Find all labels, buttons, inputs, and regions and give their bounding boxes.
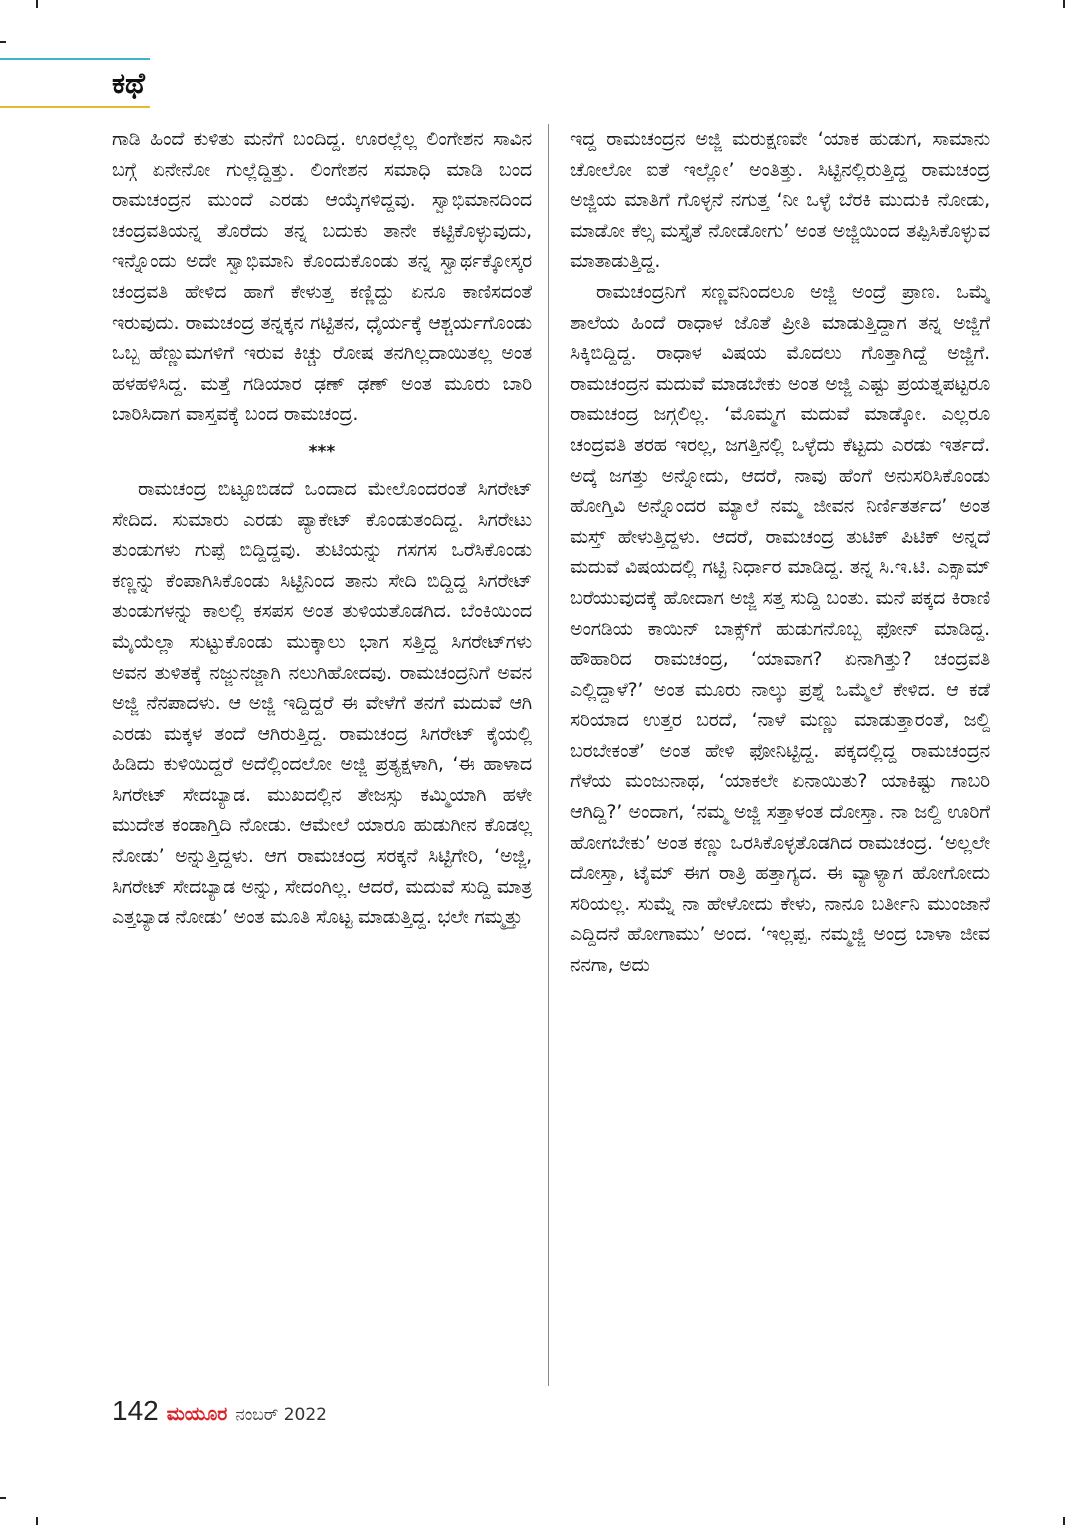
section-title: ಕಥೆ (112, 66, 145, 100)
crop-mark (36, 0, 38, 8)
header-rule-teal (0, 58, 150, 60)
section-separator: *** (308, 441, 336, 462)
paragraph: ಇದ್ದ ರಾಮಚಂದ್ರನ ಅಜ್ಜಿ ಮರುಕ್ಷಣವೇ ‘ಯಾಕ ಹುಡುಗ, ಸಾಮಾನು ಚೋಲೋ ಐತೆ ಇಲ್ಲೋ’ ಅಂತಿತ್ತು. ಸಿಟ್ಟಿನಲ್ಲಿರುತ್ತಿದ್ದ ರಾಮಚಂದ್ರ ಅಜ್ಜಿಯ ಮಾತಿಗೆ ಗೊಳ್ಳನೆ ನಗುತ್ತ ‘ನೀ ಒಳ್ಳೆ ಬೆರಕಿ ಮುದುಕಿ ನೋಡು, ಮಾಡೋ ಕೆಲ್ಸ ಮಸ್ತೈತೆ ನೋಡೋಗು’ ಅಂತ ಅಜ್ಜಿಯಿಂದ ತಪ್ಪಿಸಿಕೊಳ್ಳುವ ಮಾತಾಡುತ್ತಿದ್ದ. (570, 128, 990, 273)
page-footer (112, 1395, 327, 1429)
crop-mark (0, 1497, 6, 1499)
crop-mark (1063, 1517, 1065, 1525)
paragraph: ರಾಮಚಂದ್ರನಿಗೆ ಸಣ್ಣವನಿಂದಲೂ ಅಜ್ಜಿ ಅಂದ್ರೆ ಪ್ರಾಣ. ಒಮ್ಮೆ ಶಾಲೆಯ ಹಿಂದೆ ರಾಧಾಳ ಜೊತೆ ಪ್ರೀತಿ ಮಾಡುತ್ತಿದ್ದಾಗ ತನ್ನ ಅಜ್ಜಿಗೆ ಸಿಕ್ಕಿಬಿದ್ದಿದ್ದ. ರಾಧಾಳ ವಿಷಯ ಮೊದಲು ಗೊತ್ತಾಗಿದ್ದೆ ಅಜ್ಜಿಗೆ. ರಾಮಚಂದ್ರನ ಮದುವೆ ಮಾಡಬೇಕು ಅಂತ ಅಜ್ಜಿ ಎಷ್ಟು ಪ್ರಯತ್ನಪಟ್ಟರೂ ರಾಮಚಂದ್ರ ಜಗ್ಗಲಿಲ್ಲ. ‘ಮೊಮ್ಮಗ ಮದುವೆ ಮಾಡ್ಕೋ. ಎಲ್ಲರೂ ಚಂದ್ರವತಿ ತರಹ ಇರಲ್ಲ, ಜಗತ್ತಿನಲ್ಲಿ ಒಳ್ಳೆದು ಕೆಟ್ಟದು ಎರಡು ಇರ್ತದೆ. ಅದ್ಕೆ ಜಗತ್ತು ಅನ್ನೋದು, ಆದರೆ, ನಾವು ಹೆಂಗೆ ಅನುಸರಿಸಿಕೊಂಡು ಹೋಗ್ತಿವಿ ಅನ್ನೊಂದರ ಮ್ಯಾಲೆ ನಮ್ಮ ಜೀವನ ನಿರ್ಣಿತರ್ತದ’ ಅಂತ ಮಸ್ತ್ ಹೇಳುತ್ತಿದ್ದಳು. ಆದರೆ, ರಾಮಚಂದ್ರ ತುಟಿಕ್ ಪಿಟಿಕ್ ಅನ್ನದೆ ಮದುವೆ ವಿಷಯದಲ್ಲಿ ಗಟ್ಟಿ ನಿರ್ಧಾರ ಮಾಡಿದ್ದ. ತನ್ನ ಸಿ.ಇ.ಟಿ. ಎಕ್ಸಾಮ್ ಬರೆಯುವುದಕ್ಕೆ ಹೋದಾಗ ಅಜ್ಜಿ ಸತ್ತ ಸುದ್ದಿ ಬಂತು. ಮನೆ ಪಕ್ಕದ ಕಿರಾಣಿ ಅಂಗಡಿಯ ಕಾಯಿನ್ ಬಾಕ್ಸ್‌ಗೆ ಹುಡುಗನೊಬ್ಬ ಫೋನ್ ಮಾಡಿದ್ದ. ಹೌಹಾರಿದ ರಾಮಚಂದ್ರ, ‘ಯಾವಾಗ? ಏನಾಗಿತ್ತು? ಚಂದ್ರವತಿ ಎಲ್ಲಿದ್ದಾಳೆ?’ ಅಂತ ಮೂರು ನಾಲ್ಕು ಪ್ರಶ್ನೆ ಒಮ್ಮೆಲೆ ಕೇಳಿದ. ಆ ಕಡೆ ಸರಿಯಾದ ಉತ್ತರ ಬರದೆ, ‘ನಾಳೆ ಮಣ್ಣು ಮಾಡುತ್ತಾರಂತೆ, ಜಲ್ದಿ ಬರಬೇಕಂತೆ’ ಅಂತ ಹೇಳಿ ಫೋನಿಟ್ಟಿದ್ದ. ಪಕ್ಕದಲ್ಲಿದ್ದ ರಾಮಚಂದ್ರನ ಗೆಳೆಯ ಮಂಜುನಾಥ, ‘ಯಾಕಲೇ ಏನಾಯಿತು? ಯಾಕಿಷ್ಟು ಗಾಬರಿ ಆಗಿದ್ದಿ?’ ಅಂದಾಗ, ‘ನಮ್ಮ ಅಜ್ಜಿ ಸತ್ತಾಳಂತ ದೋಸ್ತಾ. ನಾ ಜಲ್ದಿ ಊರಿಗೆ ಹೋಗಬೇಕು’ ಅಂತ ಕಣ್ಣು ಒರಸಿಕೊಳ್ಳತೊಡಗಿದ ರಾಮಚಂದ್ರ. ‘ಅಲ್ಲಲೇ ದೋಸ್ತಾ, ಟೈಮ್ ಈಗ ರಾತ್ರಿ ಹತ್ತಾಗ್ಯದ. ಈ ವ್ಯಾಳ್ಯಾಗ ಹೋಗೋದು ಸರಿಯಲ್ಲ. ಸುಮ್ನೆ ನಾ ಹೇಳೋದು ಕೇಳು, ನಾನೂ ಬರ್ತೀನಿ ಮುಂಜಾನೆ ಎದ್ದಿದನೆ ಹೋಗಾಮು’ ಅಂದ. ‘ಇಲ್ಲಪ್ಪ. ನಮ್ಮಜ್ಜಿ ಅಂದ್ರ ಬಾಳಾ ಜೀವ ನನಗಾ, ಅದು (570, 280, 990, 977)
header-rule-gold (0, 106, 150, 108)
page-number: 142 (112, 1395, 159, 1426)
left-column (112, 124, 532, 1386)
issue-label: ನಂಬರ್ 2022 (235, 1405, 327, 1425)
crop-mark (0, 41, 6, 43)
paragraph: ಗಾಡಿ ಹಿಂದೆ ಕುಳಿತು ಮನೆಗೆ ಬಂದಿದ್ದ. ಊರಲ್ಲೆಲ್ಲ ಲಿಂಗೇಶನ ಸಾವಿನ ಬಗ್ಗೆ ಏನೇನೋ ಗುಲ್ಲೆದ್ದಿತ್ತು. ಲಿಂಗೇಶನ ಸಮಾಧಿ ಮಾಡಿ ಬಂದ ರಾಮಚಂದ್ರನ ಮುಂದೆ ಎರಡು ಆಯ್ಕೆಗಳಿದ್ದವು. ಸ್ವಾಭಿಮಾನದಿಂದ ಚಂದ್ರವತಿಯನ್ನ ತೊರೆದು ತನ್ನ ಬದುಕು ತಾನೇ ಕಟ್ಟಿಕೊಳ್ಳುವುದು, ಇನ್ನೊಂದು ಅದೇ ಸ್ವಾಭಿಮಾನಿ ಕೊಂದುಕೊಂಡು ತನ್ನ ಸ್ವಾರ್ಥಕ್ಕೋಸ್ಕರ ಚಂದ್ರವತಿ ಹೇಳಿದ ಹಾಗೆ ಕೇಳುತ್ತ ಕಣ್ಣಿದ್ದು ಏನೂ ಕಾಣಿಸದಂತೆ ಇರುವುದು. ರಾಮಚಂದ್ರ ತನ್ನಕ್ಕನ ಗಟ್ಟಿತನ, ಧೈರ್ಯಕ್ಕೆ ಆಶ್ಚರ್ಯಗೊಂಡು ಒಬ್ಬ ಹೆಣ್ಣುಮಗಳಿಗೆ ಇರುವ ಕಿಚ್ಚು ರೋಷ ತನಗಿಲ್ಲದಾಯಿತಲ್ಲ ಅಂತ ಹಳಹಳಿಸಿದ್ದ. ಮತ್ತೆ ಗಡಿಯಾರ ಢಣ್ ಢಣ್ ಅಂತ ಮೂರು ಬಾರಿ ಬಾರಿಸಿದಾಗ ವಾಸ್ತವಕ್ಕೆ ಬಂದ ರಾಮಚಂದ್ರ. (112, 128, 532, 426)
crop-mark (1063, 0, 1065, 8)
crop-mark (36, 1517, 38, 1525)
paragraph: ರಾಮಚಂದ್ರ ಬಿಟ್ಟೂಬಿಡದೆ ಒಂದಾದ ಮೇಲೊಂದರಂತೆ ಸಿಗರೇಟ್ ಸೇದಿದ. ಸುಮಾರು ಎರಡು ಪ್ಯಾಕೇಟ್ ಕೊಂಡುತಂದಿದ್ದ. ಸಿಗರೇಟು ತುಂಡುಗಳು ಗುಪ್ಪೆ ಬಿದ್ದಿದ್ದವು. ತುಟಿಯನ್ನು ಗಸಗಸ ಒರೆಸಿಕೊಂಡು ಕಣ್ಣನ್ನು ಕೆಂಪಾಗಿಸಿಕೊಂಡು ಸಿಟ್ಟಿನಿಂದ ತಾನು ಸೇದಿ ಬಿದ್ದಿದ್ದ ಸಿಗರೇಟ್ ತುಂಡುಗಳನ್ನು ಕಾಲಲ್ಲಿ ಕಸಪಸ ಅಂತ ತುಳಿಯತೊಡಗಿದ. ಬೆಂಕಿಯಿಂದ ಮೈಯೆಲ್ಲಾ ಸುಟ್ಟುಕೊಂಡು ಮುಕ್ಕಾಲು ಭಾಗ ಸತ್ತಿದ್ದ ಸಿಗರೇಟ್‌ಗಳು ಅವನ ತುಳಿತಕ್ಕೆ ನಜ್ಜುನಜ್ಜಾಗಿ ನಲುಗಿಹೋದವು. ರಾಮಚಂದ್ರನಿಗೆ ಅವನ ಅಜ್ಜಿ ನೆನಪಾದಳು. ಆ ಅಜ್ಜಿ ಇದ್ದಿದ್ದರೆ ಈ ವೇಳೆಗೆ ತನಗೆ ಮದುವೆ ಆಗಿ ಎರಡು ಮಕ್ಕಳ ತಂದೆ ಆಗಿರುತ್ತಿದ್ದ. ರಾಮಚಂದ್ರ ಸಿಗರೇಟ್ ಕೈಯಲ್ಲಿ ಹಿಡಿದು ಕುಳಿಯಿದ್ದರೆ ಅದೆಲ್ಲಿಂದಲೋ ಅಜ್ಜಿ ಪ್ರತ್ಯಕ್ಷಳಾಗಿ, ‘ಈ ಹಾಳಾದ ಸಿಗರೇಟ್ ಸೇದಬ್ಯಾಡ. ಮುಖದಲ್ಲಿನ ತೇಜಸ್ಸು ಕಮ್ಮಿಯಾಗಿ ಹಳೇ ಮುದೇತ ಕಂಡಾಗ್ತಿದಿ ನೋಡು. ಆಮೇಲೆ ಯಾರೂ ಹುಡುಗೀನ ಕೊಡಲ್ಲ ನೋಡು’ ಅನ್ನುತ್ತಿದ್ದಳು. ಆಗ ರಾಮಚಂದ್ರ ಸರಕ್ಕನೆ ಸಿಟ್ಟಿಗೇರಿ, ‘ಅಜ್ಜಿ, ಸಿಗರೇಟ್ ಸೇದಬ್ಯಾಡ ಅನ್ನು, ಸೇದಂಗಿಲ್ಲ. ಆದರೆ, ಮದುವೆ ಸುದ್ದಿ ಮಾತ್ರ ಎತ್ತಬ್ಯಾಡ ನೋಡು’ ಅಂತ ಮೂತಿ ಸೊಟ್ಟ ಮಾಡುತ್ತಿದ್ದ. ಭಲೇ ಗಮ್ಮತ್ತು (112, 477, 532, 929)
right-column (570, 124, 990, 1386)
column-divider (548, 124, 549, 1386)
magazine-logo: ಮಯೂರ (166, 1403, 228, 1425)
